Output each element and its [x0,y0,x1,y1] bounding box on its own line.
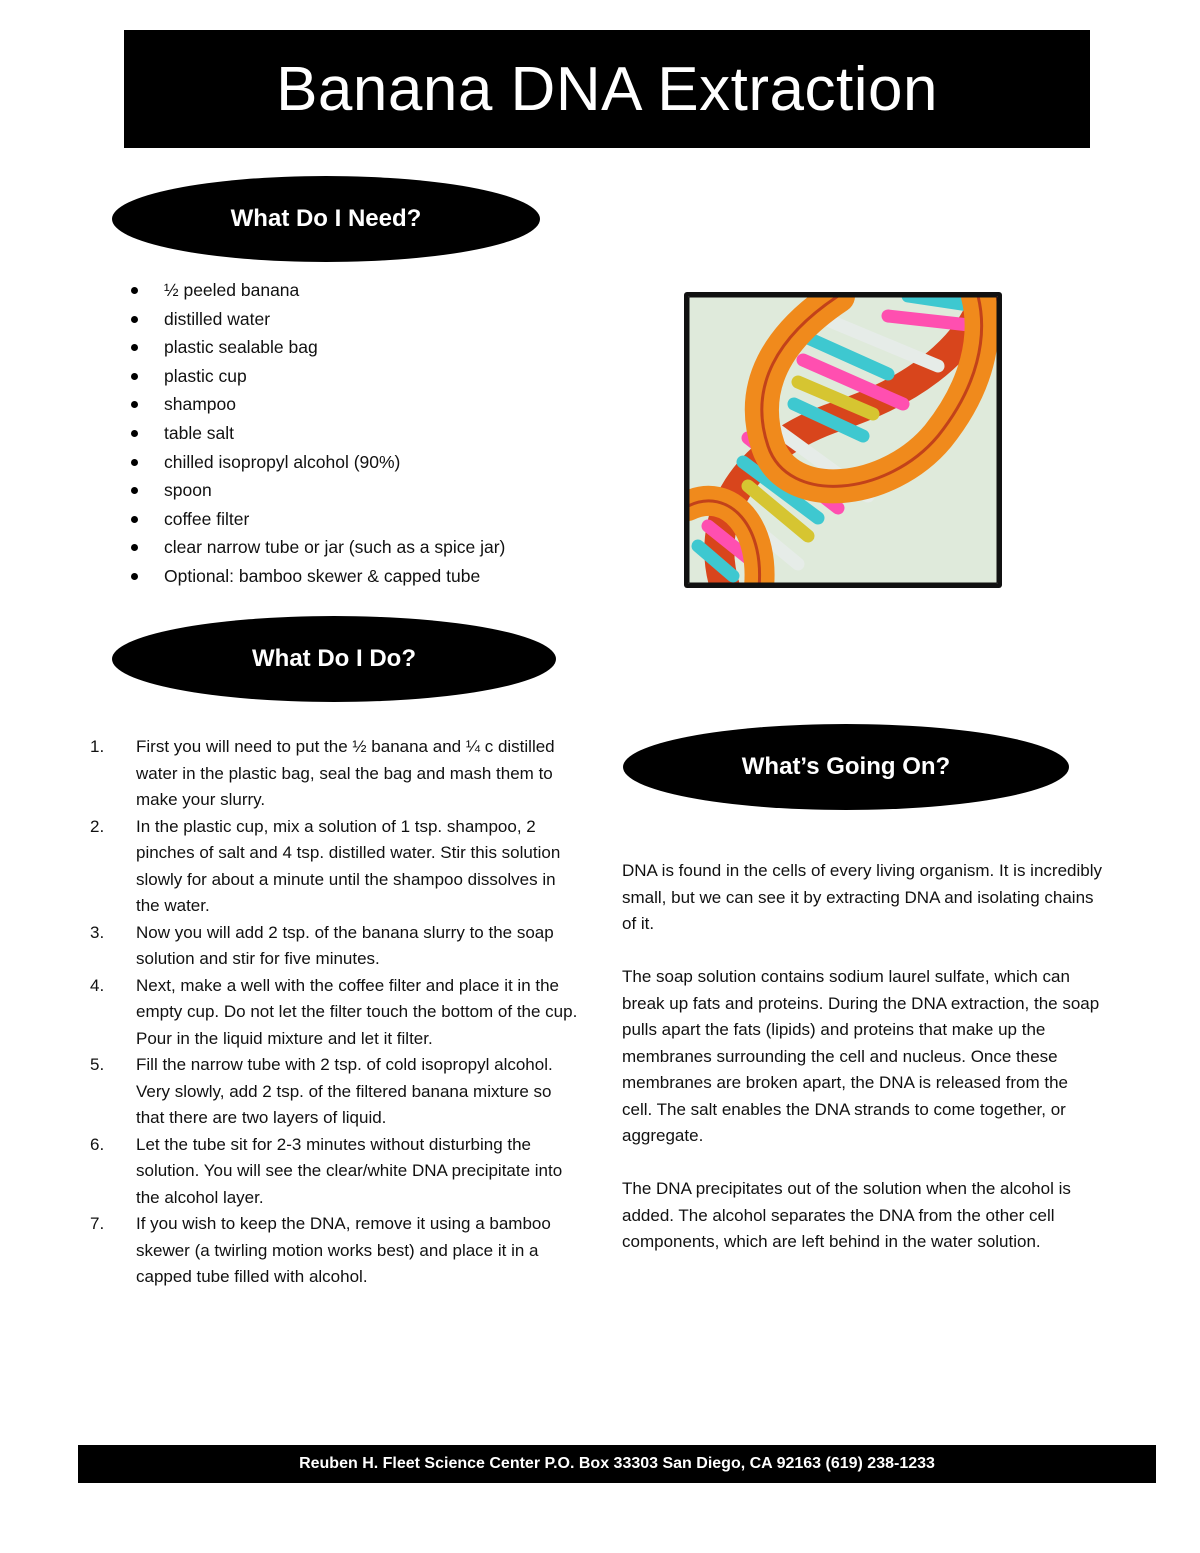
step-item [90,1132,580,1212]
step-item [90,734,580,814]
step-text: Next, make a well with the coffee filter and place it in the empty cup. Do not let the filter touch the bottom of the cup. Pour in the liquid mixture and let it filter. [136,975,578,1048]
list-item: clear narrow tube or jar (such as a spice jar) [128,533,505,562]
dna-illustration [684,292,1002,588]
do-heading: What Do I Do? [252,645,416,672]
step-item [90,814,580,920]
list-item: shampoo [128,390,505,419]
step-number: 6. [90,1134,105,1154]
step-text: If you wish to keep the DNA, remove it using a bamboo skewer (a twirling motion works best) and place it in a capped tube filled with alcohol. [136,1214,551,1286]
step-item [90,973,580,1053]
explanation-paragraph: The soap solution contains sodium laurel sulfate, which can break up fats and proteins. During the DNA extraction, the soap pulls apart the fats (lipids) and proteins that make up the membranes surrounding the cell and nucleus. Once these membranes are broken apart, the DNA is released from the cell. The salt enables the DNA strands to come together, or aggregate. [622,967,1100,1145]
dna-helix-icon [688,296,998,584]
list-item: spoon [128,476,505,505]
going-on-heading: What’s Going On? [741,753,951,780]
need-heading: What Do I Need? [230,205,422,232]
list-item: Optional: bamboo skewer & capped tube [128,562,505,591]
step-item [90,1052,580,1132]
footer-bar [78,1445,1156,1483]
step-text: Fill the narrow tube with 2 tsp. of cold isopropyl alcohol. Very slowly, add 2 tsp. of the filtered banana mixture so that there are two layers of liquid. [136,1055,553,1127]
explanation-text [622,858,1102,1282]
step-number: 2. [90,816,105,836]
step-text: Let the tube sit for 2-3 minutes without disturbing the solution. You will see the clear/white DNA precipitate into the alcohol layer. [136,1134,563,1207]
section-heading-do [112,616,556,702]
step-item [90,920,580,973]
explanation-paragraph: The DNA precipitates out of the solution when the alcohol is added. The alcohol separates the DNA from the other cell components, which are left behind in the water solution. [622,1179,1071,1251]
explanation-paragraph: DNA is found in the cells of every living organism. It is incredibly small, but we can see it by extracting DNA and isolating chains of it. [622,861,1102,933]
procedure-steps [90,734,580,1291]
list-item: coffee filter [128,505,505,534]
step-item [90,1211,580,1291]
page-title: Banana DNA Extraction [276,54,938,124]
step-number: 4. [90,975,105,995]
step-text: In the plastic cup, mix a solution of 1 tsp. shampoo, 2 pinches of salt and 4 tsp. distilled water. Stir this solution slowly for about a minute until the shampoo dissolves in the water. [136,816,561,915]
list-item: distilled water [128,305,505,334]
section-heading-need [112,176,540,262]
list-item: ½ peeled banana [128,276,505,305]
materials-list [128,276,505,591]
list-item: table salt [128,419,505,448]
list-item: plastic cup [128,362,505,391]
footer-address: Reuben H. Fleet Science Center P.O. Box 33303 San Diego, CA 92163 (619) 238-1233 [299,1455,935,1472]
step-number: 5. [90,1055,105,1074]
title-banner [124,30,1090,148]
step-text: First you will need to put the ½ banana and ¼ c distilled water in the plastic bag, seal the bag and mash them to make your slurry. [136,737,555,809]
step-text: Now you will add 2 tsp. of the banana slurry to the soap solution and stir for five minutes. [136,922,554,968]
step-number: 3. [90,922,105,942]
section-heading-going-on [623,724,1069,810]
step-number: 7. [90,1214,105,1233]
list-item: chilled isopropyl alcohol (90%) [128,448,505,477]
list-item: plastic sealable bag [128,333,505,362]
step-number: 1. [90,737,105,756]
